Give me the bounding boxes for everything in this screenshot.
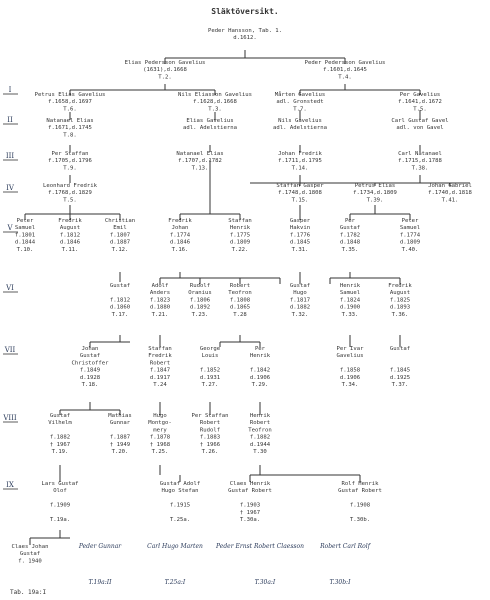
person-line: T.25.	[151, 449, 169, 455]
person-node	[168, 218, 192, 253]
person-line: d.1880	[149, 304, 171, 311]
person-line: Carl Natanael	[398, 151, 442, 157]
person-line: Per Staffan	[191, 413, 229, 419]
person-line: f.1858	[339, 367, 361, 374]
person-line: Peder Hansson, Tab. 1.	[207, 28, 283, 34]
person-line: Mårten Gavelius	[274, 92, 326, 98]
person-line: T.22.	[231, 246, 249, 253]
person-line: f.1849	[79, 367, 101, 374]
person-line: adl. von Gavel	[396, 125, 444, 132]
handwritten-note: Peder Ernst Robert Claesson	[216, 543, 304, 550]
person-line: Teofron	[228, 290, 252, 297]
person-line: T.28	[233, 311, 247, 318]
person-line: f.1711,d.1795	[278, 158, 322, 165]
person-node	[391, 118, 448, 131]
person-line: f.1812	[59, 232, 81, 239]
person-line: f.1903	[239, 502, 261, 509]
person-line: Staffan	[148, 346, 172, 352]
person-line: Vilhelm	[48, 420, 72, 427]
person-line: Rudolf	[199, 427, 221, 434]
person-line: f.1776	[289, 232, 311, 239]
person-line: d.1925	[389, 374, 411, 381]
person-line: Staffan Gasper	[276, 183, 324, 189]
person-line: August	[389, 290, 411, 297]
person-line: T.21.	[151, 311, 169, 318]
generation-marker	[3, 346, 18, 354]
handwritten-note: T.25a:I	[164, 579, 186, 586]
person-node	[110, 283, 130, 318]
person-node	[150, 283, 170, 318]
person-line: Samuel	[339, 290, 361, 297]
person-line: adl. Adelstierna	[273, 125, 327, 132]
person-line: d.1846	[169, 239, 191, 246]
handwritten-note: Carl Hugo Marten	[147, 543, 203, 550]
person-line: Gustaf	[339, 225, 361, 232]
person-line: T.4.	[338, 74, 352, 81]
person-line: f.1823	[149, 297, 171, 304]
person-line: Louis	[201, 353, 219, 360]
person-line: T.30b.	[349, 517, 371, 523]
generation-markers	[2, 86, 18, 489]
person-line: d.1893	[389, 304, 411, 311]
person-line: Per Ivar	[336, 346, 364, 352]
person-line: T.30a.	[239, 517, 261, 523]
person-line: Fredrik	[148, 353, 172, 360]
person-node	[183, 118, 237, 131]
person-line: Hakvin	[289, 225, 311, 232]
person-line: T.32.	[291, 311, 309, 318]
person-node	[148, 346, 172, 388]
person-node	[398, 92, 442, 112]
person-line: Samuel	[14, 225, 36, 232]
person-line: d.1865	[229, 304, 251, 311]
generation-label: VIII	[3, 414, 17, 422]
person-line: Gustaf Adolf	[159, 481, 201, 487]
person-node	[337, 346, 365, 388]
person-line: f.1812	[109, 297, 131, 304]
person-node	[188, 283, 212, 318]
person-line: d.1906	[249, 374, 271, 381]
handwritten-note: T.30a:I	[254, 579, 276, 586]
person-node	[191, 413, 228, 455]
person-line: Peder Pedersson Gavelius	[304, 60, 386, 66]
person-line: Gavelius	[336, 353, 364, 360]
person-line: f.1782	[339, 232, 361, 239]
person-node	[228, 283, 252, 318]
person-line: f.1825	[389, 297, 411, 304]
person-line: f.1887	[109, 434, 131, 441]
person-line: Gustaf Robert	[338, 488, 382, 495]
person-line: T.7.	[293, 106, 307, 113]
person-line: T.3.	[208, 106, 222, 113]
person-line: Christian	[104, 218, 136, 224]
person-line: d.1887	[109, 239, 131, 246]
person-line: f.1671,d.1745	[48, 125, 92, 132]
person-node	[178, 92, 252, 112]
person-line: Natanael Elias	[46, 118, 94, 124]
person-line: Samuel	[399, 225, 421, 232]
person-line: mery	[153, 427, 167, 434]
handwritten-note: T.19a:II	[88, 579, 112, 586]
person-line: f.1842	[249, 367, 271, 374]
person-node	[353, 183, 397, 203]
person-line: d.1848	[339, 239, 361, 246]
person-line: Anders	[149, 290, 171, 297]
person-line: August	[59, 225, 81, 232]
person-node	[71, 346, 109, 388]
person-node	[48, 413, 72, 455]
person-line: Natanael Elias	[176, 151, 224, 157]
person-node	[176, 151, 223, 171]
person-line: d.1928	[79, 374, 101, 381]
person-line: Johan Gabriel	[428, 183, 472, 189]
person-line: f.1775	[229, 232, 251, 239]
person-line: f.1801	[14, 232, 36, 239]
person-line: T.27.	[201, 382, 219, 388]
person-node	[43, 183, 98, 203]
generation-marker	[2, 414, 18, 422]
person-line: d.1917	[149, 374, 171, 381]
person-line: f.1909	[49, 502, 71, 509]
person-line: Per	[344, 218, 356, 224]
person-line: Henrik	[229, 225, 251, 232]
person-line: f.1807	[109, 232, 131, 239]
person-line: Carl Gustaf Gavel	[391, 118, 449, 124]
person-line: T.8.	[63, 132, 77, 139]
person-line: f.1740,d.1818	[428, 190, 472, 197]
generation-marker	[3, 481, 18, 489]
person-line: Fredrik	[168, 218, 192, 224]
person-node	[148, 413, 172, 455]
person-line: f.1748,d.1808	[278, 190, 322, 197]
person-line: d.1846	[59, 239, 81, 246]
person-line: Elias Gavelius	[186, 118, 234, 124]
person-line: Nils Eliasson Gavelius	[177, 92, 253, 98]
person-line: Claes Henrik	[229, 481, 271, 487]
person-line: T.10.	[16, 246, 34, 253]
person-line: Johan Fredrik	[278, 151, 322, 157]
person-line: T.15.	[291, 197, 309, 204]
person-line: f.1705,d.1796	[48, 158, 92, 165]
person-line: f.1774	[399, 232, 421, 239]
person-node	[388, 283, 412, 318]
person-line: f.1601,d.1645	[323, 67, 367, 74]
person-line: T.5.	[413, 106, 427, 113]
person-line: d.1809	[399, 239, 421, 246]
person-line: Lars Gustaf	[41, 481, 79, 487]
person-node	[340, 218, 361, 253]
person-line: Peter	[401, 218, 419, 224]
person-node	[340, 283, 361, 318]
person-line: † 1968	[149, 441, 171, 448]
person-line: d.1882	[289, 304, 311, 311]
person-line: Robert	[199, 420, 221, 427]
person-node	[400, 218, 421, 253]
person-line: Gustaf	[49, 413, 71, 419]
handwritten-note: Robert Carl Rolf	[320, 543, 370, 550]
person-line: Montgo-	[148, 420, 172, 427]
person-line: f.1658,d.1697	[48, 99, 92, 106]
person-line: d.1845	[289, 239, 311, 246]
person-line: f.1806	[189, 297, 211, 304]
generation-marker	[3, 284, 18, 292]
person-node	[250, 346, 271, 388]
person-line: Per Gavelius	[399, 92, 441, 98]
person-line: f.1715,d.1788	[398, 158, 442, 165]
person-line: T.20.	[111, 449, 129, 455]
person-line: Rolf Henrik	[341, 481, 379, 487]
person-node	[390, 346, 410, 388]
generation-label: IV	[6, 184, 14, 192]
generation-label: VII	[4, 346, 16, 354]
person-line: adl. Gronstedt	[276, 99, 324, 106]
person-line: d.1860	[109, 304, 131, 311]
person-line: Teofron	[248, 427, 272, 434]
person-line: † 1949	[109, 441, 131, 448]
person-node	[338, 481, 382, 523]
person-line: T.30	[253, 449, 267, 455]
person-line: T.13.	[191, 165, 209, 172]
person-line: Elias Pedersson Gavelius	[124, 60, 206, 66]
person-line: T.2.	[158, 74, 172, 81]
person-line: Emil	[113, 225, 127, 232]
person-line: Petrus Elias Gavelius	[34, 92, 106, 98]
person-line: f.1845	[389, 367, 411, 374]
person-line: Nils Gavelius	[278, 118, 322, 124]
person-line: Per Staffan	[51, 151, 89, 157]
person-line: T.11.	[61, 246, 79, 253]
person-line: Per	[254, 346, 266, 352]
person-line: T.31.	[291, 246, 309, 253]
person-line: T.12.	[111, 246, 129, 253]
person-line: Petrus Elias	[354, 183, 396, 189]
tree-title: Släktöversikt.	[211, 7, 279, 16]
person-node	[125, 60, 206, 80]
person-line: d.1900	[339, 304, 361, 311]
person-node	[160, 481, 200, 523]
generation-label: IX	[6, 481, 14, 489]
person-line: f.1768,d.1829	[48, 190, 92, 197]
person-node	[290, 218, 311, 253]
generation-label: I	[8, 86, 12, 94]
person-line: T.14.	[291, 165, 309, 172]
person-line: Fredrik	[58, 218, 82, 224]
person-line: Gustaf	[19, 551, 41, 558]
person-line: f.1817	[289, 297, 311, 304]
person-line: Olof	[53, 488, 67, 495]
person-line: f.1883	[199, 434, 221, 441]
person-line: T.19.	[51, 449, 69, 455]
person-line: d.1944	[249, 441, 271, 448]
person-line: f.1882	[249, 434, 271, 441]
person-node	[398, 151, 442, 171]
person-line: d.1906	[339, 374, 361, 381]
person-node	[11, 544, 48, 564]
person-line: T.37.	[391, 382, 409, 388]
person-line: T.17.	[111, 311, 129, 318]
person-line: Leonhard Fredrik	[43, 183, 97, 189]
handwritten-note: T.30b:I	[329, 579, 351, 586]
person-line: † 1967	[239, 509, 261, 516]
person-line: f.1824	[339, 297, 361, 304]
person-line: f.1707,d.1782	[178, 158, 222, 165]
person-node	[278, 151, 322, 171]
person-line: T.16.	[171, 246, 189, 253]
person-node	[275, 91, 326, 112]
person-line: Henrik	[249, 353, 271, 360]
person-line: Rudolf	[189, 283, 211, 289]
person-line: f.1641,d.1672	[398, 99, 442, 106]
person-line: Hugo	[293, 290, 307, 297]
person-node	[15, 218, 36, 253]
person-line: † 1966	[199, 441, 221, 448]
person-line: Robert	[149, 360, 171, 367]
person-line: Claes Johan	[11, 544, 49, 550]
person-node	[58, 218, 82, 253]
person-node	[228, 218, 252, 253]
person-node	[290, 283, 310, 318]
person-line: Gunnar	[109, 420, 131, 427]
person-node	[108, 413, 132, 455]
person-line: T.24	[153, 382, 167, 388]
person-line: Fredrik	[388, 283, 412, 289]
person-line: Christoffer	[71, 360, 109, 367]
person-line: T.9.	[63, 165, 77, 172]
person-line: d.1612.	[233, 35, 257, 42]
person-line: f.1774	[169, 232, 191, 239]
person-line: Robert	[229, 283, 251, 289]
person-line: George	[199, 346, 221, 352]
person-line: Johan	[81, 346, 99, 352]
person-line: T.35.	[341, 246, 359, 253]
person-line: Gustaf	[79, 353, 101, 360]
person-node	[276, 183, 324, 203]
generation-marker	[3, 152, 18, 160]
person-line: T.5.	[63, 197, 77, 204]
person-node	[105, 218, 135, 253]
person-line: Gustaf	[389, 346, 411, 352]
person-node	[273, 118, 327, 131]
generation-label: III	[5, 152, 15, 160]
person-line: T.34.	[341, 382, 359, 388]
person-line: T.38.	[411, 165, 429, 172]
person-node	[305, 60, 386, 80]
person-line: Hugo Stefan	[161, 488, 199, 495]
person-line: T.41.	[441, 197, 459, 204]
person-node	[46, 118, 93, 138]
person-line: (1631),d.1668	[143, 67, 187, 74]
person-line: f.1882	[49, 434, 71, 441]
person-line: T.18.	[81, 382, 99, 388]
person-line: Mathias	[108, 413, 132, 419]
person-line: Staffan	[228, 218, 252, 224]
person-line: d.1892	[189, 304, 211, 311]
person-line: Gustaf	[109, 283, 131, 289]
person-line: T.6.	[63, 106, 77, 113]
person-node	[35, 92, 106, 112]
person-line: T.39.	[366, 197, 384, 204]
person-line: T.40.	[401, 246, 419, 253]
person-line: f. 1940	[18, 558, 42, 565]
generation-label: II	[7, 116, 13, 124]
person-node	[228, 481, 272, 523]
person-line: Johan	[171, 225, 189, 232]
person-line: Robert	[249, 420, 271, 427]
person-line: T.23.	[191, 311, 209, 318]
person-line: d.1844	[14, 239, 36, 246]
person-line: T.19a.	[49, 517, 71, 523]
person-node	[208, 28, 282, 41]
person-node	[48, 151, 92, 171]
person-node	[428, 183, 472, 203]
person-line: Gasper	[289, 218, 311, 224]
person-node	[200, 346, 221, 388]
generation-label: V	[7, 224, 13, 232]
person-line: adl. Adelstierna	[183, 125, 237, 132]
person-line: Oranius	[188, 290, 212, 297]
person-line: T.29.	[251, 382, 269, 388]
person-line: T.36.	[391, 311, 409, 318]
generation-label: VI	[6, 284, 14, 292]
person-line: f.1852	[199, 367, 221, 374]
person-line: Peter	[16, 218, 34, 224]
person-line: Gustaf	[289, 283, 311, 289]
footer-label: Tab. 19a:I	[10, 589, 47, 596]
person-line: Adolf	[151, 283, 169, 289]
person-line: f.1915	[169, 502, 191, 509]
person-line: f.1808	[229, 297, 251, 304]
generation-marker	[3, 116, 18, 124]
handwritten-note: Peder Gunnar	[78, 543, 122, 550]
person-line: d.1931	[199, 374, 221, 381]
person-node	[41, 481, 78, 523]
person-line: f.1628,d.1668	[193, 99, 237, 106]
person-line: d.1809	[229, 239, 251, 246]
person-line: Gustaf Robert	[228, 488, 272, 495]
person-node	[248, 413, 272, 455]
generation-marker	[3, 184, 18, 192]
generation-marker	[3, 86, 18, 94]
handwritten-annotations	[78, 543, 372, 586]
person-line: f.1878	[149, 434, 171, 441]
person-line: f.1734,d.1809	[353, 190, 397, 197]
person-line: Hugo	[153, 413, 167, 419]
person-line: T.26.	[201, 449, 219, 455]
person-line: f.1847	[149, 367, 171, 374]
person-line: f.1908	[349, 502, 371, 509]
person-line: T.25a.	[169, 517, 191, 523]
person-line: † 1967	[49, 441, 71, 448]
person-line: Henrik	[339, 283, 361, 289]
person-line: Henrik	[249, 413, 271, 419]
person-line: T.33.	[341, 311, 359, 318]
